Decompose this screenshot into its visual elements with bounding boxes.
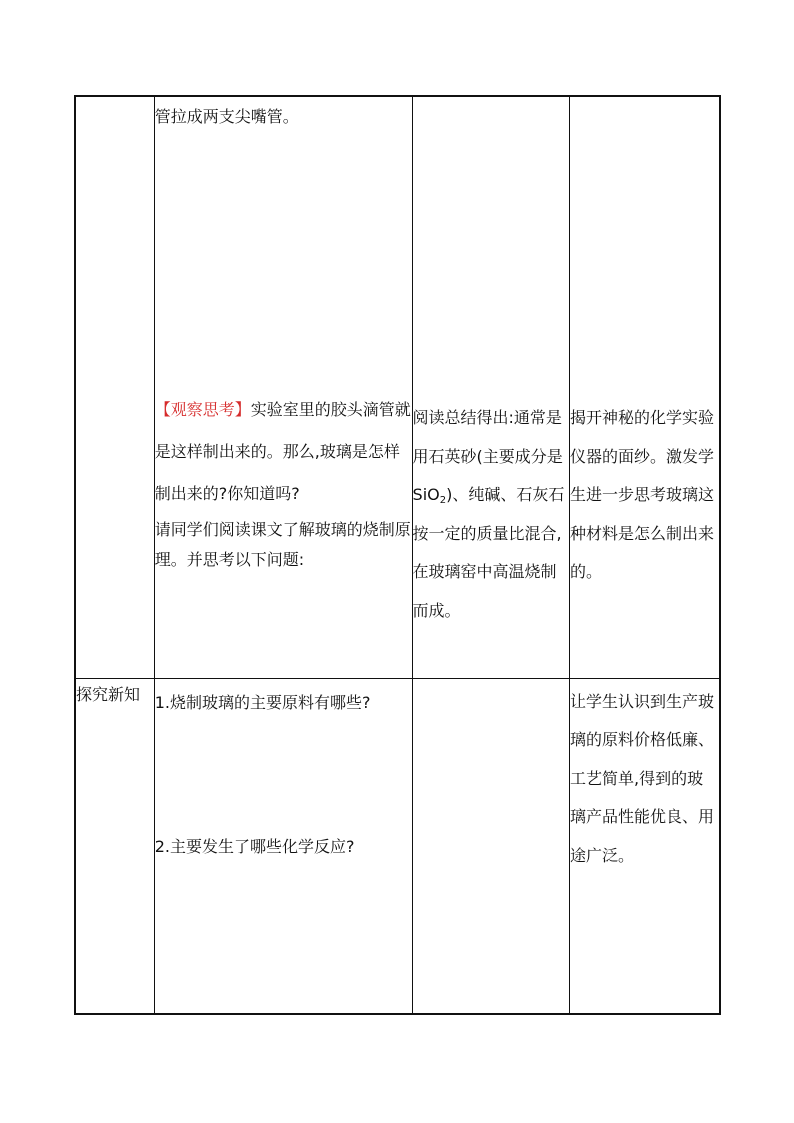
questions-cell — [154, 678, 412, 1014]
summary-text-start: 阅读总结得出:通常是用石英砂(主要成分是SiO — [412, 408, 563, 504]
stage-label: 探究新知 — [76, 684, 141, 704]
summary-paragraph — [413, 399, 569, 630]
observe-paragraph — [155, 389, 412, 515]
student-activity-cell — [412, 96, 569, 678]
observe-tag: 【观察思考】 — [154, 400, 251, 419]
lesson-plan-table — [74, 95, 721, 1015]
table-row — [75, 678, 720, 1014]
question-2: 2.主要发生了哪些化学反应? — [154, 836, 355, 856]
objective-text: 让学生认识到生产玻璃的原料价格低廉、工艺简单,得到的玻璃产品性能优良、用途广泛。 — [570, 691, 715, 865]
table-row — [75, 96, 720, 678]
empty-cell — [412, 678, 569, 1014]
objective-cell — [570, 678, 720, 1014]
teacher-activity-cell — [154, 96, 412, 678]
stage-cell-empty — [75, 96, 154, 678]
question-1: 1.烧制玻璃的主要原料有哪些? — [154, 692, 371, 712]
stage-label-cell — [75, 678, 154, 1014]
continued-text: 管拉成两支尖嘴管。 — [154, 107, 299, 126]
formula-subscript: 2 — [439, 495, 447, 506]
design-intent-text: 揭开神秘的化学实验仪器的面纱。激发学生进一步思考玻璃这种材料是怎么制出来的。 — [570, 408, 715, 581]
observe-text: 实验室里的胶头滴管就是这样制出来的。那么,玻璃是怎样制出来的?你知道吗? — [154, 400, 411, 503]
instruction-text: 请同学们阅读课文了解玻璃的烧制原理。并思考以下问题: — [154, 520, 411, 569]
summary-text-end: )、纯碱、石灰石按一定的质量比混合,在玻璃窑中高温烧制而成。 — [412, 485, 565, 620]
design-intent-cell — [570, 96, 720, 678]
